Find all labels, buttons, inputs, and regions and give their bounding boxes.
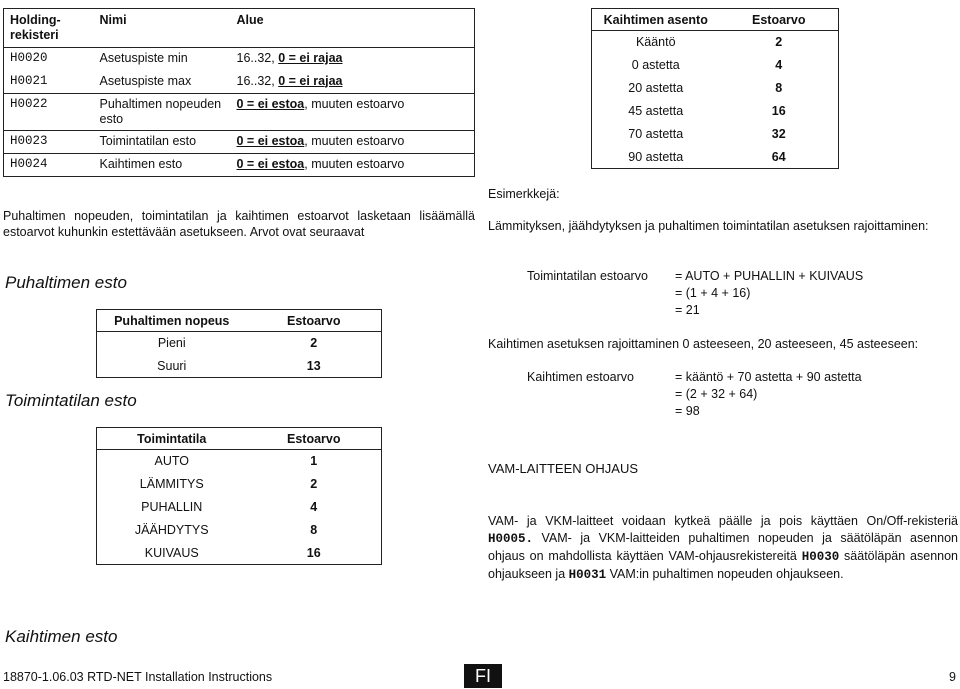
- mode-row-value: 4: [310, 500, 318, 514]
- register-range: 0 = ei estoa, muuten estoarvo: [231, 131, 475, 154]
- damper-row: [592, 54, 839, 77]
- mode-row-label: PUHALLIN: [141, 500, 203, 514]
- mode-row-value: 2: [310, 477, 318, 491]
- vam-heading: VAM-LAITTEEN OHJAUS: [488, 461, 639, 476]
- intro-text: Puhaltimen nopeuden, toimintatilan ja kaihtimen estoarvot lasketaan lisäämällä estoarvot kuhunkin estettävään asetukseen. Arvot ovat seuraavat: [3, 209, 475, 239]
- damper-table-header-value: Estoarvo: [720, 9, 839, 31]
- heading-fan-block: Puhaltimen esto: [5, 273, 127, 292]
- register-row: [4, 154, 475, 177]
- example1-formula-line: = 21: [675, 303, 700, 317]
- example2-formula-line: = 98: [675, 404, 700, 418]
- register-code: H0022: [4, 94, 94, 131]
- damper-row-value: 32: [771, 127, 786, 141]
- register-table-header: [4, 9, 475, 48]
- damper-row: [592, 31, 839, 54]
- header-range: Alue: [231, 9, 475, 48]
- language-badge: FI: [464, 664, 502, 688]
- vam-text-part: VAM- ja VKM-laitteiden puhaltimen nopeuden ja säätöläpän asennon ohjaus on mahdollista käyttäen VAM-ohjausrekistereitä: [488, 531, 958, 563]
- example1-text: Lämmityksen, jäähdytyksen ja puhaltimen toimintatilan asetuksen rajoittaminen:: [488, 219, 929, 233]
- mode-row-value: 1: [310, 454, 318, 469]
- mode-row: [97, 496, 382, 519]
- damper-row: [592, 123, 839, 146]
- register-name: Asetuspiste min: [99, 51, 188, 65]
- damper-row-label: 70 astetta: [628, 127, 684, 141]
- mode-row-label: LÄMMITYS: [139, 477, 204, 491]
- register-range: 0 = ei estoa, muuten estoarvo: [231, 94, 475, 131]
- mode-row-label: KUIVAUS: [144, 545, 199, 560]
- vam-text-part: säätöläpän asennon ohjaukseen ja: [488, 549, 958, 581]
- register-range: 16..32, 0 = ei rajaa: [236, 51, 343, 65]
- damper-row-value: 2: [775, 35, 783, 50]
- mode-row-value: 8: [310, 523, 318, 537]
- damper-row-value: 64: [771, 149, 786, 164]
- vam-register-h0031: H0031: [568, 568, 607, 582]
- example2-formula-line: = (2 + 32 + 64): [675, 387, 758, 401]
- header-holding-register: Holding- rekisteri: [4, 9, 94, 48]
- register-name: Kaihtimen esto: [99, 157, 183, 171]
- damper-row-value: 4: [775, 58, 783, 72]
- damper-row-label: 45 astetta: [628, 104, 684, 118]
- register-range: 0 = ei estoa, muuten estoarvo: [236, 157, 405, 171]
- damper-row-value: 8: [775, 81, 783, 95]
- fan-table-header-speed: Puhaltimen nopeus: [97, 310, 247, 332]
- damper-row: [592, 77, 839, 100]
- damper-row-value: 16: [771, 104, 786, 118]
- mode-row: [97, 473, 382, 496]
- fan-speed-table: [96, 309, 382, 378]
- register-row: [4, 94, 475, 131]
- register-row: [4, 48, 475, 71]
- mode-table-header-value: Estoarvo: [247, 428, 382, 450]
- vam-paragraph: [488, 513, 958, 584]
- mode-table-header-mode: Toimintatila: [97, 428, 247, 450]
- vam-register-h0005: H0005.: [488, 532, 534, 546]
- example1-formula-label: Toimintatilan estoarvo: [527, 269, 648, 283]
- heading-damper-block: Kaihtimen esto: [5, 627, 118, 646]
- vam-register-h0030: H0030: [801, 550, 840, 564]
- fan-table-header-value: Estoarvo: [247, 310, 382, 332]
- example2-text: Kaihtimen asetuksen rajoittaminen 0 asteeseen, 20 asteeseen, 45 asteeseen:: [488, 337, 919, 351]
- damper-table-header-position: Kaihtimen asento: [592, 9, 720, 31]
- register-code: H0024: [10, 157, 48, 171]
- damper-row-label: Kääntö: [635, 35, 676, 50]
- register-row: [4, 71, 475, 94]
- example1-formula-line: = AUTO + PUHALLIN + KUIVAUS: [675, 269, 864, 283]
- fan-row-label: Suuri: [157, 358, 187, 373]
- mode-row: [97, 519, 382, 542]
- fan-row-value: 2: [310, 336, 318, 351]
- damper-row: [592, 100, 839, 123]
- example1-formula-line: = (1 + 4 + 16): [675, 286, 751, 300]
- footer-doc-title: 18870-1.06.03 RTD-NET Installation Instructions: [3, 670, 273, 684]
- register-row: [4, 131, 475, 154]
- damper-row: [592, 146, 839, 169]
- register-range: 16..32, 0 = ei rajaa: [231, 71, 475, 94]
- register-code: H0023: [4, 131, 94, 154]
- vam-text-part: VAM:in puhaltimen nopeuden ohjaukseen.: [606, 567, 844, 581]
- fan-row: [97, 355, 382, 378]
- register-code: H0020: [10, 51, 48, 65]
- register-table: [3, 8, 475, 177]
- page-number: 9: [949, 670, 956, 684]
- mode-row-label: AUTO: [154, 454, 189, 469]
- register-code: H0021: [4, 71, 94, 94]
- example2-formula: [527, 369, 947, 420]
- examples-label: Esimerkkejä:: [488, 187, 560, 201]
- example1-formula: [527, 268, 947, 319]
- fan-row-label: Pieni: [157, 336, 186, 351]
- header-name: Nimi: [94, 9, 231, 48]
- mode-row: [97, 542, 382, 565]
- fan-row-value: 13: [306, 358, 321, 373]
- mode-row-value: 16: [306, 545, 321, 560]
- example2-formula-label: Kaihtimen estoarvo: [527, 370, 635, 384]
- mode-row: [97, 450, 382, 473]
- vam-text-part: VAM- ja VKM-laitteet voidaan kytkeä päälle ja pois käyttäen On/Off-rekisteriä: [488, 514, 958, 528]
- register-name: Asetuspiste max: [94, 71, 231, 94]
- example2-formula-line: = kääntö + 70 astetta + 90 astetta: [675, 370, 862, 384]
- damper-row-label: 20 astetta: [628, 81, 684, 95]
- heading-mode-block: Toimintatilan esto: [5, 391, 137, 410]
- damper-table: [591, 8, 839, 169]
- mode-row-label: JÄÄHDYTYS: [134, 523, 209, 537]
- register-name: Puhaltimen nopeuden esto: [94, 94, 231, 131]
- damper-row-label: 0 astetta: [631, 58, 680, 72]
- mode-table: [96, 427, 382, 565]
- register-name: Toimintatilan esto: [94, 131, 231, 154]
- fan-row: [97, 332, 382, 355]
- damper-row-label: 90 astetta: [628, 149, 684, 164]
